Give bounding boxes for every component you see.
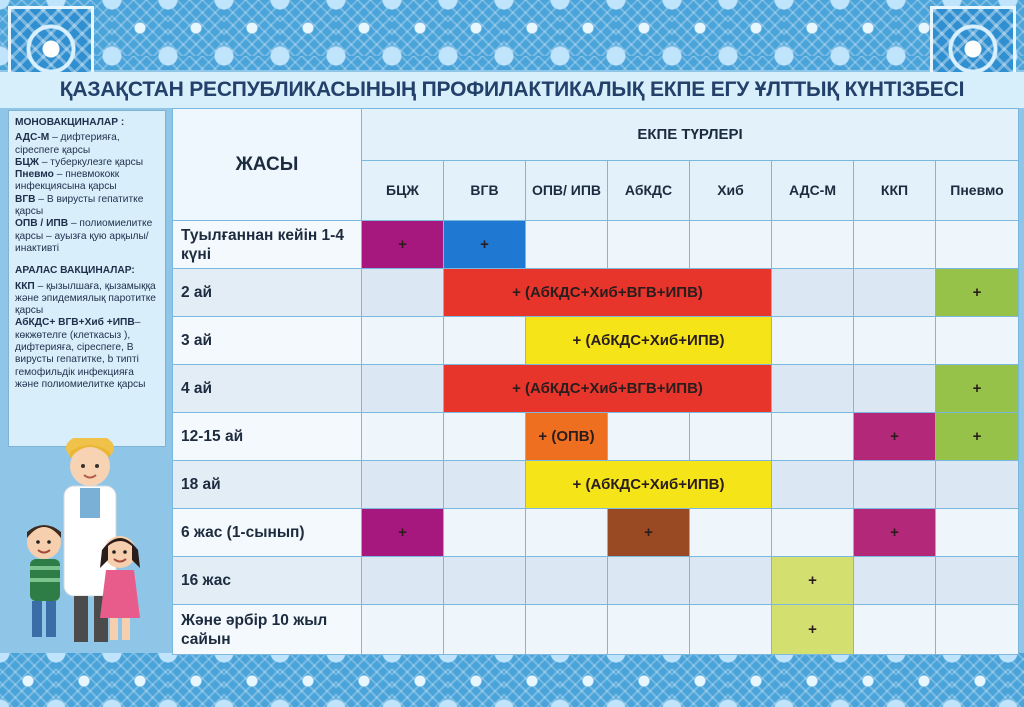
column-header-hepb: ВГВ bbox=[444, 161, 526, 221]
column-header-abkds: АбКДС bbox=[608, 161, 690, 221]
table-row bbox=[173, 221, 1019, 269]
age-cell: 2 ай bbox=[173, 269, 362, 317]
empty-cell bbox=[362, 461, 444, 509]
vaccine-mark-kkp: + bbox=[854, 413, 936, 461]
empty-cell bbox=[362, 269, 444, 317]
legend-mono-heading: МОНОВАКЦИНАЛАР : bbox=[15, 117, 125, 128]
empty-cell bbox=[854, 557, 936, 605]
empty-cell bbox=[772, 413, 854, 461]
column-header-pneumo: Пневмо bbox=[936, 161, 1019, 221]
combo-vaccine-span: + (АбКДС+Хиб+ВГВ+ИПВ) bbox=[444, 269, 772, 317]
empty-cell bbox=[936, 461, 1019, 509]
column-header-hib: Хиб bbox=[690, 161, 772, 221]
empty-cell bbox=[772, 509, 854, 557]
empty-cell bbox=[362, 413, 444, 461]
age-cell: 12-15 ай bbox=[173, 413, 362, 461]
empty-cell bbox=[526, 221, 608, 269]
age-cell: Туылғаннан кейін 1-4 күні bbox=[173, 221, 362, 269]
legend-mixed-heading: АРАЛАС ВАКЦИНАЛАР: bbox=[15, 265, 135, 277]
empty-cell bbox=[772, 317, 854, 365]
age-cell: 4 ай bbox=[173, 365, 362, 413]
empty-cell bbox=[608, 413, 690, 461]
empty-cell bbox=[362, 557, 444, 605]
legend-item: ОПВ / ИПВ – полиомиелитке қарсы – ауызға қую арқылы/ инактивті bbox=[15, 218, 153, 254]
vaccine-mark-ads-m: + bbox=[772, 605, 854, 655]
combo-vaccine-span: + (АбКДС+Хиб+ИПВ) bbox=[526, 317, 772, 365]
table-row bbox=[173, 461, 1019, 509]
empty-cell bbox=[444, 509, 526, 557]
empty-cell bbox=[444, 557, 526, 605]
table-row bbox=[173, 269, 1019, 317]
empty-cell bbox=[936, 557, 1019, 605]
vaccine-mark-kkp: + bbox=[854, 509, 936, 557]
vaccine-mark-opv: + (ОПВ) bbox=[526, 413, 608, 461]
empty-cell bbox=[362, 365, 444, 413]
combo-vaccine-span: + (АбКДС+Хиб+ИПВ) bbox=[526, 461, 772, 509]
empty-cell bbox=[526, 605, 608, 655]
age-column-header: ЖАСЫ bbox=[173, 109, 362, 221]
doctor-children-illustration bbox=[18, 438, 158, 650]
empty-cell bbox=[690, 509, 772, 557]
column-header-kkp: ККП bbox=[854, 161, 936, 221]
empty-cell bbox=[936, 509, 1019, 557]
table-row bbox=[173, 509, 1019, 557]
legend-panel bbox=[8, 110, 166, 447]
empty-cell bbox=[362, 605, 444, 655]
vaccine-mark-hepb: + bbox=[444, 221, 526, 269]
empty-cell bbox=[444, 413, 526, 461]
empty-cell bbox=[854, 221, 936, 269]
empty-cell bbox=[772, 221, 854, 269]
age-cell: Және әрбір 10 жыл сайын bbox=[173, 605, 362, 655]
empty-cell bbox=[526, 557, 608, 605]
empty-cell bbox=[444, 461, 526, 509]
vaccine-mark-pneumo: + bbox=[936, 365, 1019, 413]
empty-cell bbox=[854, 365, 936, 413]
legend-item: АбКДС+ ВГВ+Хиб +ИПВ– көкжөтелге (клеткасыз ), дифтерияға, сіреспеге, В вирусты гепатитке, b типті гемофильдік инфекцияға және полиомиелитке қарсы bbox=[15, 317, 146, 390]
table-row bbox=[173, 605, 1019, 655]
empty-cell bbox=[690, 557, 772, 605]
empty-cell bbox=[444, 317, 526, 365]
legend-item: АДС-М – дифтерияға, сіреспеге қарсы bbox=[15, 132, 120, 156]
bottom-ornament-band bbox=[0, 653, 1024, 707]
empty-cell bbox=[854, 605, 936, 655]
vaccine-types-header: ЕКПЕ ТҮРЛЕРІ bbox=[362, 109, 1019, 161]
empty-cell bbox=[690, 221, 772, 269]
combo-vaccine-span: + (АбКДС+Хиб+ВГВ+ИПВ) bbox=[444, 365, 772, 413]
vaccine-mark-abkds: + bbox=[608, 509, 690, 557]
empty-cell bbox=[854, 461, 936, 509]
empty-cell bbox=[608, 557, 690, 605]
empty-cell bbox=[936, 605, 1019, 655]
legend-item: БЦЖ – туберкулезге қарсы bbox=[15, 156, 144, 168]
legend-item: ВГВ – В вирусты гепатитке қарсы bbox=[15, 193, 144, 218]
table-row bbox=[173, 365, 1019, 413]
age-cell: 18 ай bbox=[173, 461, 362, 509]
empty-cell bbox=[772, 269, 854, 317]
column-header-opv-ipv: ОПВ/ ИПВ bbox=[526, 161, 608, 221]
vaccine-mark-pneumo: + bbox=[936, 269, 1019, 317]
table-row bbox=[173, 557, 1019, 605]
empty-cell bbox=[608, 605, 690, 655]
legend-item: Пневмо – пневмококк инфекциясына қарсы bbox=[15, 169, 120, 193]
legend-item: ККП – қызылшаға, қызамыққа және эпидемиялық паротитке қарсы bbox=[15, 280, 156, 317]
empty-cell bbox=[526, 509, 608, 557]
empty-cell bbox=[854, 317, 936, 365]
vaccine-mark-bcg: + bbox=[362, 221, 444, 269]
vaccine-mark-ads-m: + bbox=[772, 557, 854, 605]
empty-cell bbox=[854, 269, 936, 317]
age-cell: 3 ай bbox=[173, 317, 362, 365]
column-header-bcg: БЦЖ bbox=[362, 161, 444, 221]
empty-cell bbox=[772, 461, 854, 509]
vaccine-mark-pneumo: + bbox=[936, 413, 1019, 461]
age-cell: 16 жас bbox=[173, 557, 362, 605]
empty-cell bbox=[690, 605, 772, 655]
empty-cell bbox=[936, 317, 1019, 365]
table-row bbox=[173, 413, 1019, 461]
poster-title: ҚАЗАҚСТАН РЕСПУБЛИКАСЫНЫҢ ПРОФИЛАКТИКАЛЫҚ ЕКПЕ ЕГУ ҰЛТТЫҚ КҮНТІЗБЕСІ bbox=[0, 72, 1024, 108]
empty-cell bbox=[772, 365, 854, 413]
table-row bbox=[173, 317, 1019, 365]
empty-cell bbox=[936, 221, 1019, 269]
vaccine-mark-bcg: + bbox=[362, 509, 444, 557]
empty-cell bbox=[608, 221, 690, 269]
vaccination-schedule-table bbox=[172, 108, 1018, 648]
column-header-ads-m: АДС-М bbox=[772, 161, 854, 221]
empty-cell bbox=[690, 413, 772, 461]
age-cell: 6 жас (1-сынып) bbox=[173, 509, 362, 557]
empty-cell bbox=[362, 317, 444, 365]
empty-cell bbox=[444, 605, 526, 655]
top-ornament-band bbox=[0, 0, 1024, 70]
